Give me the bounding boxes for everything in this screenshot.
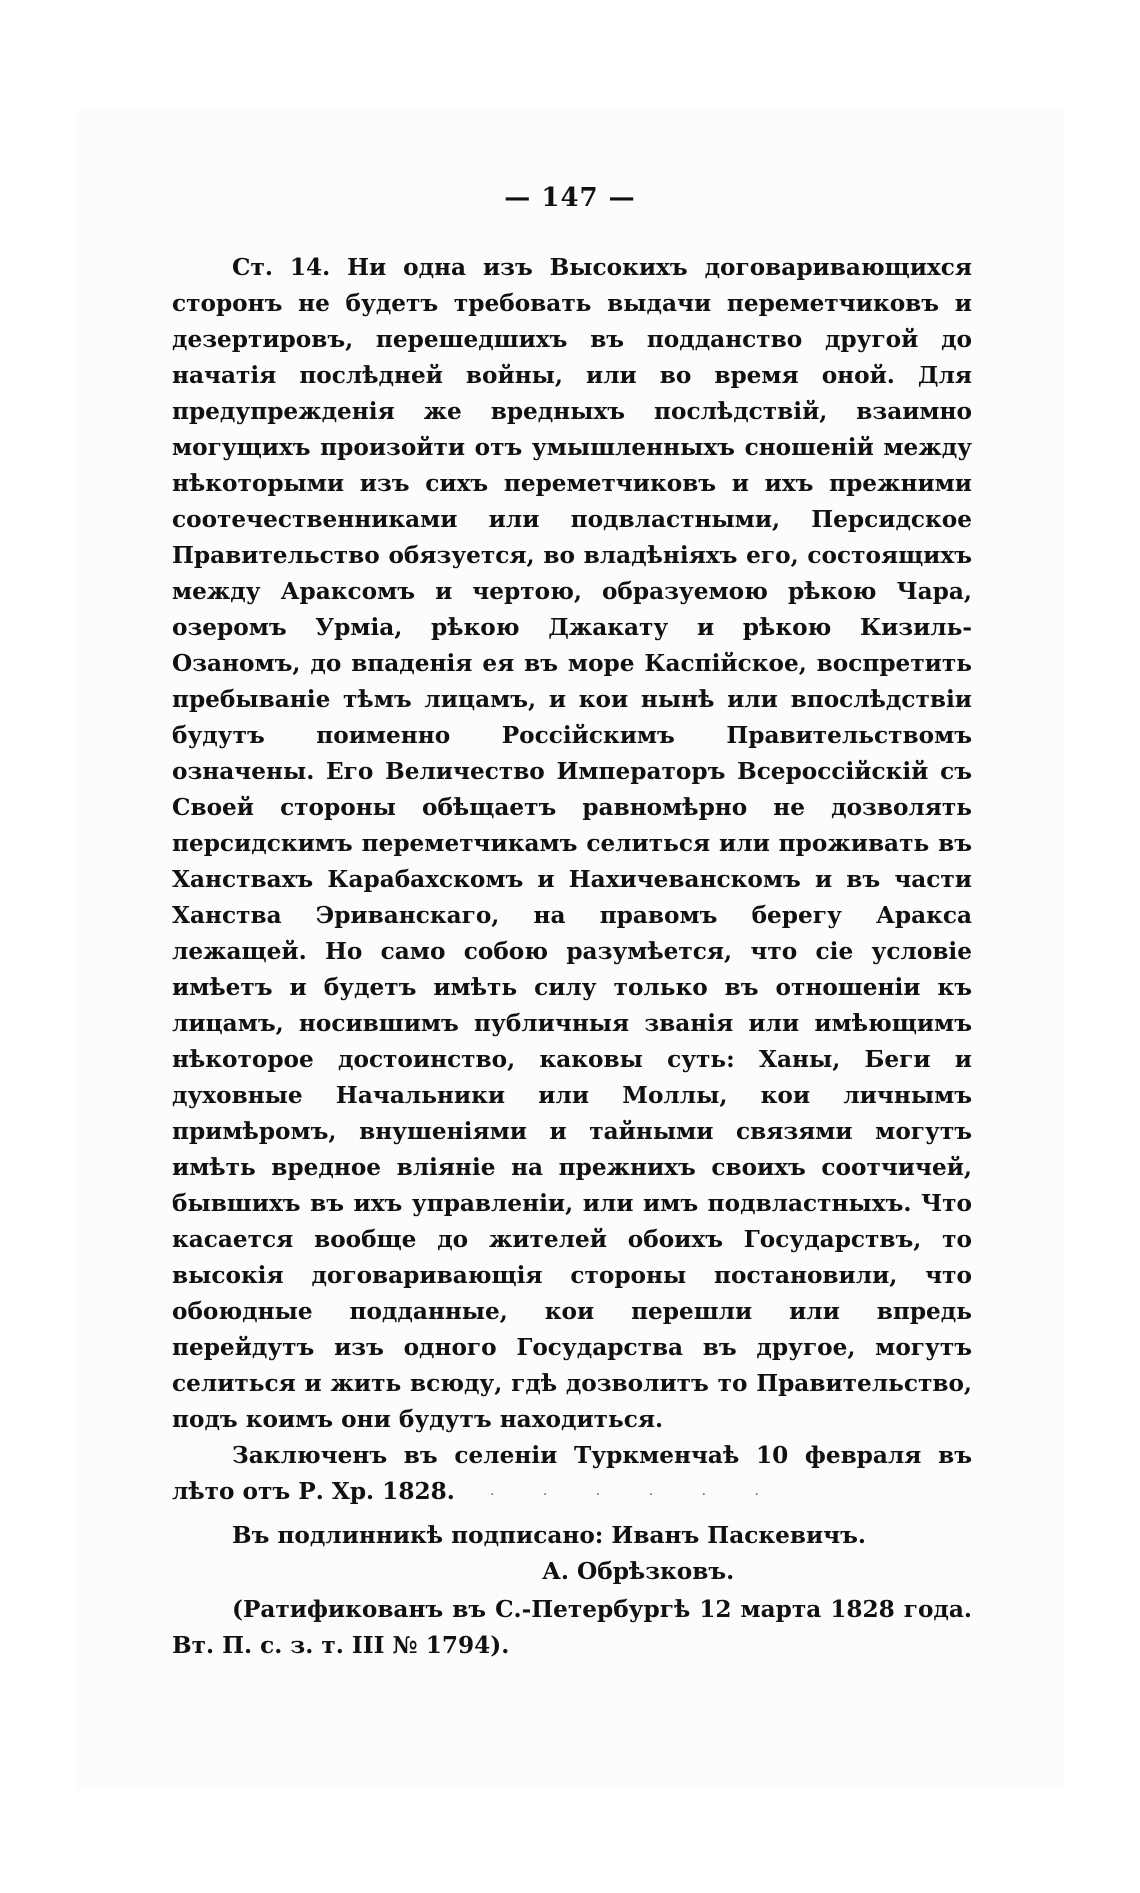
conclusion-paragraph: Заключенъ въ селеніи Туркменчаѣ 10 февраля въ лѣто отъ Р. Хр. 1828.: [172, 1442, 972, 1505]
page-number: — 147 —: [504, 183, 636, 213]
article-14-paragraph: Ст. 14. Ни одна изъ Высокихъ договаривающихся сторонъ не будетъ требовать выдачи переметчиковъ и дезертировъ, перешедшихъ въ подданство другой до начатія послѣдней войны, или во время оной. Для предупрежденія же вредныхъ послѣдствій, взаимно могущихъ произойти отъ умышленныхъ сношеній между нѣкоторыми изъ сихъ переметчиковъ и ихъ прежними соотечественниками или подвластными, Персидское Правительство обязуется, во владѣніяхъ его, состоящихъ между Араксомъ и чертою, образуемою рѣкою Чара, озеромъ Урміа, рѣкою Джакату и рѣкою Кизиль-Озаномъ, до впаденія ея въ море Каспійское, воспретить пребываніе тѣмъ лицамъ, и кои нынѣ или впослѣдствіи будутъ поименно Россійскимъ Правительствомъ означены. Его Величество Императоръ Всероссійскій съ Своей стороны обѣщаетъ равномѣрно не дозволять персидскимъ переметчикамъ селиться или проживать въ Ханствахъ Карабахскомъ и Нахичеванскомъ и въ части Ханства Эриванскаго, на правомъ берегу Аракса лежащей. Но само собою разумѣется, что сіе условіе имѣетъ и будетъ имѣть силу только въ отношеніи къ лицамъ, носившимъ публичныя званія или имѣющимъ нѣкоторое достоинство, каковы суть: Ханы, Беги и духовные Начальники или Моллы, кои личнымъ примѣромъ, внушеніями и тайными связями могутъ имѣть вредное вліяніе на прежнихъ своихъ соотчичей, бывшихъ въ ихъ управленіи, или имъ подвластныхъ. Что касается вообще до жителей обоихъ Государствъ, то высокія договаривающія стороны постановили, что обоюдные подданные, кои перешли или впредь перейдутъ изъ одного Государства въ другое, могутъ селиться и жить всюду, гдѣ дозволитъ то Правительство, подъ коимъ они будутъ находиться.: [172, 254, 972, 1433]
document-body: [172, 250, 972, 1664]
signature-line-2: А. Обрѣзковъ.: [542, 1558, 735, 1585]
decorative-dots: · · · · · ·: [490, 1487, 781, 1503]
ratification-note: (Ратификованъ въ С.-Петербургѣ 12 марта 1828 года. Вт. П. с. з. т. III № 1794).: [172, 1596, 972, 1659]
signature-line-1: Въ подлинникѣ подписано: Иванъ Паскевичъ.: [232, 1522, 866, 1549]
